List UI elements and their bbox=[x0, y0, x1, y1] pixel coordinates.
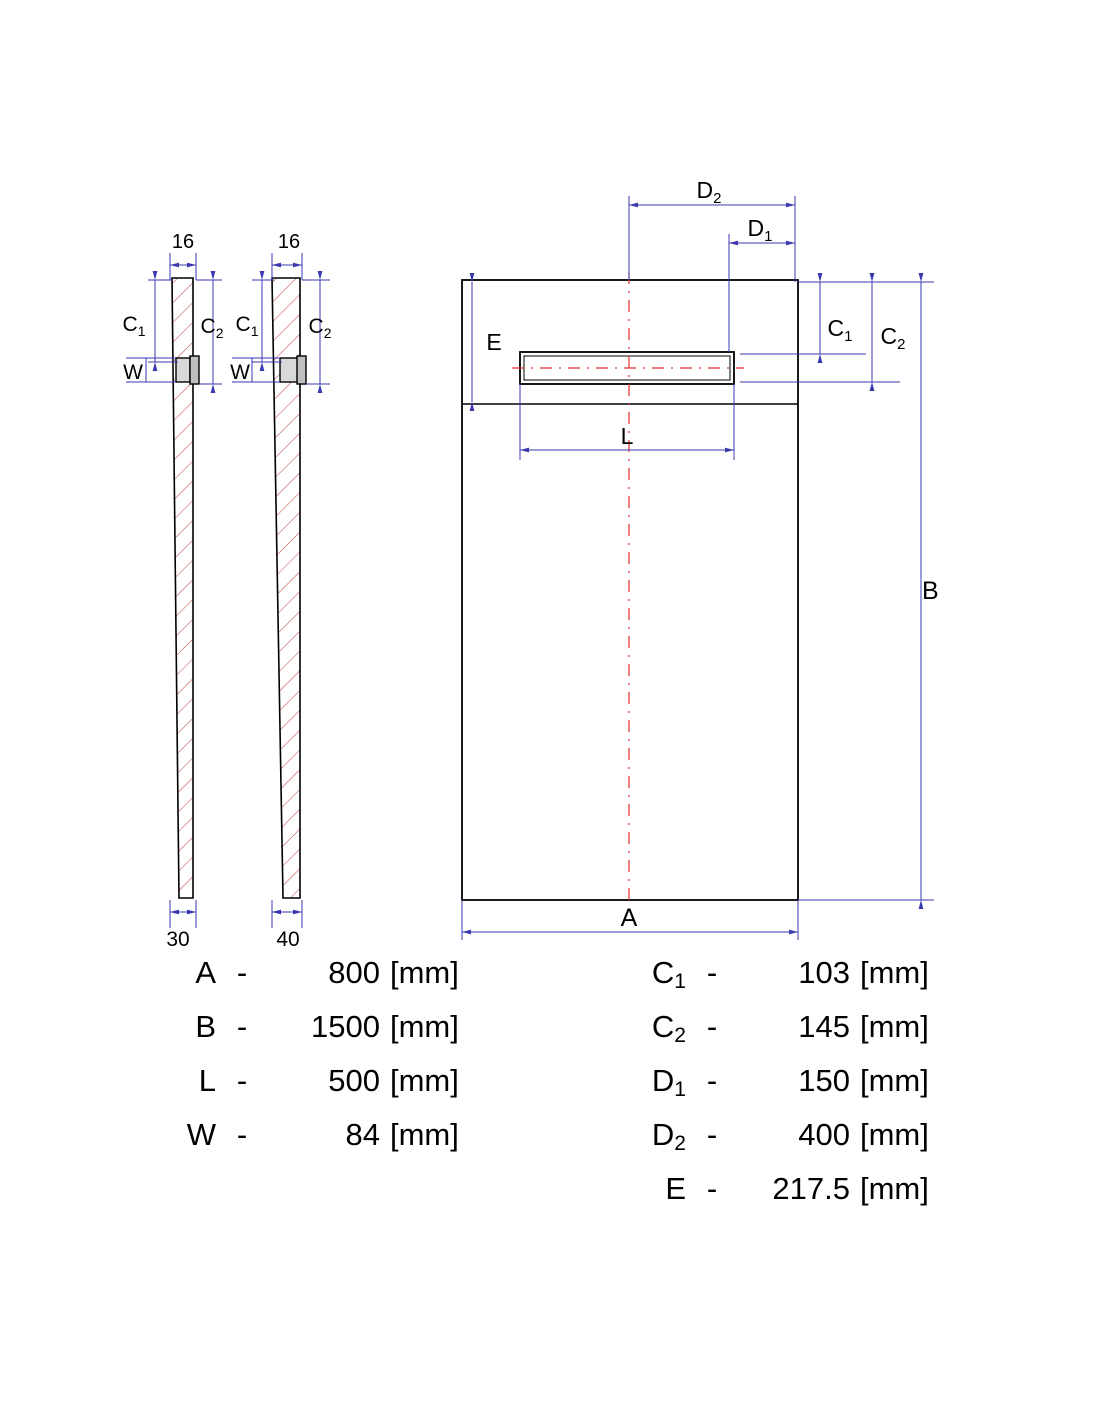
legend-dash: - bbox=[706, 955, 718, 990]
legend-dash: - bbox=[706, 1171, 718, 1206]
legend-value: 800 bbox=[328, 955, 380, 990]
legend-row bbox=[120, 1117, 520, 1171]
legend-symbol: $C_2$ bbox=[651, 1009, 686, 1047]
dim-label-a: A bbox=[620, 904, 638, 932]
legend-unit: [mm] bbox=[860, 1009, 929, 1044]
legend-symbol: B bbox=[195, 1009, 216, 1044]
legend-symbol: $C_1$ bbox=[651, 955, 686, 993]
dim-label-c1-plan: $C_1$ bbox=[827, 315, 853, 345]
legend-dash: - bbox=[236, 1009, 248, 1044]
side-section-30 bbox=[123, 231, 224, 951]
dim-label-c2-plan: $C_2$ bbox=[880, 323, 906, 353]
dim-label-16-left: 16 bbox=[171, 231, 195, 253]
legend-column-left bbox=[120, 955, 520, 1171]
legend-row bbox=[590, 1117, 1010, 1171]
dim-label-w-right: W bbox=[230, 361, 250, 384]
dim-label-c1-left: $C_1$ bbox=[122, 313, 146, 339]
outlet-nub-40 bbox=[280, 358, 298, 382]
legend-value: 84 bbox=[345, 1117, 380, 1152]
legend-dash: - bbox=[236, 1063, 248, 1098]
legend-row bbox=[590, 955, 1010, 1009]
legend-value: 500 bbox=[328, 1063, 380, 1098]
legend-symbol: A bbox=[195, 955, 216, 990]
legend-column-right bbox=[590, 955, 1010, 1225]
outlet-flange-40 bbox=[297, 356, 306, 384]
dim-label-l: L bbox=[620, 423, 634, 449]
dim-label-c1-right: $C_1$ bbox=[235, 313, 259, 339]
plan-view bbox=[462, 177, 939, 940]
legend-unit: [mm] bbox=[390, 955, 459, 990]
legend-row bbox=[590, 1063, 1010, 1117]
legend-dash: - bbox=[236, 1117, 248, 1152]
legend-dash: - bbox=[706, 1009, 718, 1044]
legend-value: 103 bbox=[798, 955, 850, 990]
dim-label-40: 40 bbox=[276, 928, 300, 951]
legend-value: 1500 bbox=[311, 1009, 380, 1044]
dim-label-w-left: W bbox=[123, 361, 143, 384]
legend-value: 145 bbox=[798, 1009, 850, 1044]
outlet-flange-30 bbox=[190, 356, 199, 384]
legend-row bbox=[120, 1009, 520, 1063]
dim-label-16-right: 16 bbox=[277, 231, 301, 253]
legend-unit: [mm] bbox=[390, 1063, 459, 1098]
dim-label-c2-right: $C_2$ bbox=[308, 315, 332, 341]
legend-symbol: $D_2$ bbox=[651, 1117, 686, 1155]
dim-label-d2: $D_2$ bbox=[696, 177, 722, 207]
legend-unit: [mm] bbox=[860, 1063, 929, 1098]
legend-unit: [mm] bbox=[390, 1117, 459, 1152]
legend-row bbox=[120, 1063, 520, 1117]
legend-unit: [mm] bbox=[860, 1117, 929, 1152]
legend-dash: - bbox=[706, 1063, 718, 1098]
legend-value: 400 bbox=[798, 1117, 850, 1152]
legend-value: 217.5 bbox=[772, 1171, 850, 1206]
legend-unit: [mm] bbox=[860, 1171, 929, 1206]
legend-symbol: W bbox=[186, 1117, 216, 1152]
legend-row bbox=[590, 1171, 1010, 1225]
dimension-legend bbox=[0, 955, 1100, 1255]
legend-row bbox=[120, 955, 520, 1009]
legend-symbol: $D_1$ bbox=[651, 1063, 686, 1101]
outlet-nub-30 bbox=[176, 358, 190, 382]
legend-row bbox=[590, 1009, 1010, 1063]
legend-value: 150 bbox=[798, 1063, 850, 1098]
legend-dash: - bbox=[236, 955, 248, 990]
legend-symbol: E bbox=[665, 1171, 686, 1206]
legend-unit: [mm] bbox=[860, 955, 929, 990]
dim-label-c2-left: $C_2$ bbox=[200, 315, 224, 341]
dim-label-d1: $D_1$ bbox=[747, 215, 773, 245]
dim-label-30: 30 bbox=[166, 928, 190, 951]
side-section-40 bbox=[230, 231, 332, 951]
legend-symbol: L bbox=[198, 1063, 216, 1098]
legend-unit: [mm] bbox=[390, 1009, 459, 1044]
dim-label-e: E bbox=[486, 329, 502, 355]
dim-label-b: B bbox=[922, 577, 939, 605]
legend-dash: - bbox=[706, 1117, 718, 1152]
